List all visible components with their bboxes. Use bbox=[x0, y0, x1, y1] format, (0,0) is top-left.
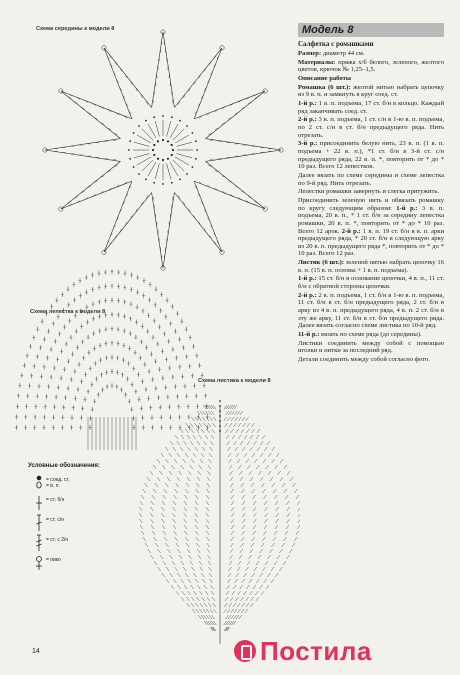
paragraph-row2: 2-й р.: 3 в. п. подъема, 1 ст. с/н в 1-ю в. п. подъема, по 2 ст. с/н в ст. б/н предыдущего ряда. Нить отрезать. bbox=[298, 116, 444, 139]
paragraph-join-parts: Детали соединить между собой согласно фото. bbox=[298, 356, 430, 364]
paragraph-green-edging: Присоединить зеленую нить и обвязать ромашку по кругу следующим образом: 1-й р.: 3 в. п. подъема, 20 в. п., * 1 ст. б/н за середину лепестка ромашки, 20 в. п. *, повторить от * до * 10 раз. Всего 12 арок. 2-й р.: 1 в. п. 19 ст. б/н в в. п. арки предыдущего ряда, * 20 ст. б/н в следующую арку из 20 в. п. предыдущего ряда *, повторить от * до * 10 раз. Всего 12 раз. bbox=[298, 197, 445, 258]
paragraph-petals: Лепестки ромашки завернуть и слегка притужить. bbox=[298, 188, 440, 196]
center-scheme-caption: Схема середины к модели 8 bbox=[36, 26, 115, 32]
legend-label-tr: = ст. с 2/н bbox=[46, 537, 69, 543]
paragraph-leaf-row2: 2-й р.: 2 в. п. подъема, 1 ст. б/н в 1-ю в. п. подъема, 11 ст. б/н в ст. б/н предыдущего ряда, 2 ст. б/н в арку из 4 в. п. предыдущего ряда, 4 в. п. 2 ст. б/н в эту же арку, 11 ст. б/н в ст. б/н предыдущего ряда. Далее вязать согласно схеме листика по 10-й ряд. bbox=[298, 291, 444, 330]
legend-label-picot: = пикo bbox=[46, 557, 61, 563]
leaf-diagram bbox=[139, 400, 300, 644]
paragraph-row3: 3-й р.: присоединить белую нить, 23 в. п. (1 в. п. подъема + 22 в. п.), *1 ст. б/н в 3-й ст. с/н предыдущего ряда, 22 в. п. *, повторить от * до * 10 раз. Всего 12 лепестков. bbox=[298, 140, 445, 171]
legend-label-ring: = соед. ст. = в. п. bbox=[46, 477, 70, 489]
paragraph-description-heading: Описание работы bbox=[298, 74, 351, 82]
model-title: Модель 8 bbox=[298, 23, 444, 37]
paragraph-leaf-row11: 11-й р.: вязать по схеме ряда (до середины). bbox=[298, 331, 422, 338]
single-crochet-symbol-icon bbox=[34, 494, 44, 512]
page-number: 14 bbox=[32, 648, 40, 655]
instructions-text bbox=[298, 41, 444, 364]
paragraph-join-leaves: Листики соединить между собой с помощью иголки и нитки за последний ряд. bbox=[298, 339, 444, 355]
watermark-text: Постила bbox=[260, 636, 372, 666]
paragraph-materials: Материалы: пряжа х/б белого, зеленого, желтого цветов, крючок № 1,25–1,5. bbox=[298, 58, 444, 74]
paragraph-leaf-row1: 1-й р.: 15 ст. б/н в основание цепочки, 4 в. п., 11 ст. б/н с обратной стороны цепочки. bbox=[298, 275, 444, 291]
legend bbox=[30, 474, 110, 574]
legend-row-dc bbox=[30, 514, 110, 534]
instructions-column bbox=[298, 23, 444, 365]
legend-label-dc: = ст. с/н bbox=[46, 517, 64, 523]
double-crochet-symbol-icon bbox=[34, 514, 44, 532]
treble-crochet-symbol-icon bbox=[34, 534, 44, 552]
paragraph-leaf: Листик (6 шт.): зеленой нитью набрать цепочку 16 в. п. (15 в. п. основы + 1 в. п. подъема). bbox=[298, 259, 444, 274]
picot-symbol-icon bbox=[34, 554, 44, 572]
legend-row-tr bbox=[30, 534, 110, 554]
napkin-title: Салфетка с ромашками bbox=[298, 40, 374, 48]
legend-row-sc bbox=[30, 494, 110, 514]
center-star-diagram bbox=[43, 30, 283, 270]
petal-diagram bbox=[15, 269, 209, 450]
watermark bbox=[232, 636, 452, 672]
legend-label-sc: = ст. б/н bbox=[46, 497, 65, 503]
pin-logo-icon bbox=[234, 640, 256, 662]
paragraph-daisy: Ромашка (6 шт.): желтой нитью набрать цепочку из 9 в. п. и замкнуть в круг соед. ст. bbox=[298, 83, 445, 99]
paragraph-continue: Далее вязать по схеме середины и схеме лепестка по 9-й ряд. Нить отрезать. bbox=[298, 172, 444, 187]
paragraph-row1: 1-й р.: 1 в. п. подъема, 17 ст. б/н в кольцо. Каждый ряд заканчивать соед. ст. bbox=[298, 100, 444, 115]
leaf-scheme-caption: Схема листика к модели 8 bbox=[198, 378, 271, 384]
paragraph-size: Размер: диаметр 44 см. bbox=[298, 49, 365, 57]
ring-symbol-icon bbox=[34, 474, 44, 492]
legend-row-picot bbox=[30, 554, 110, 574]
legend-row-ring bbox=[30, 474, 110, 494]
legend-title: Условные обозначения: bbox=[28, 463, 100, 469]
petal-scheme-caption: Схема лепестка к модели 8 bbox=[30, 309, 106, 315]
